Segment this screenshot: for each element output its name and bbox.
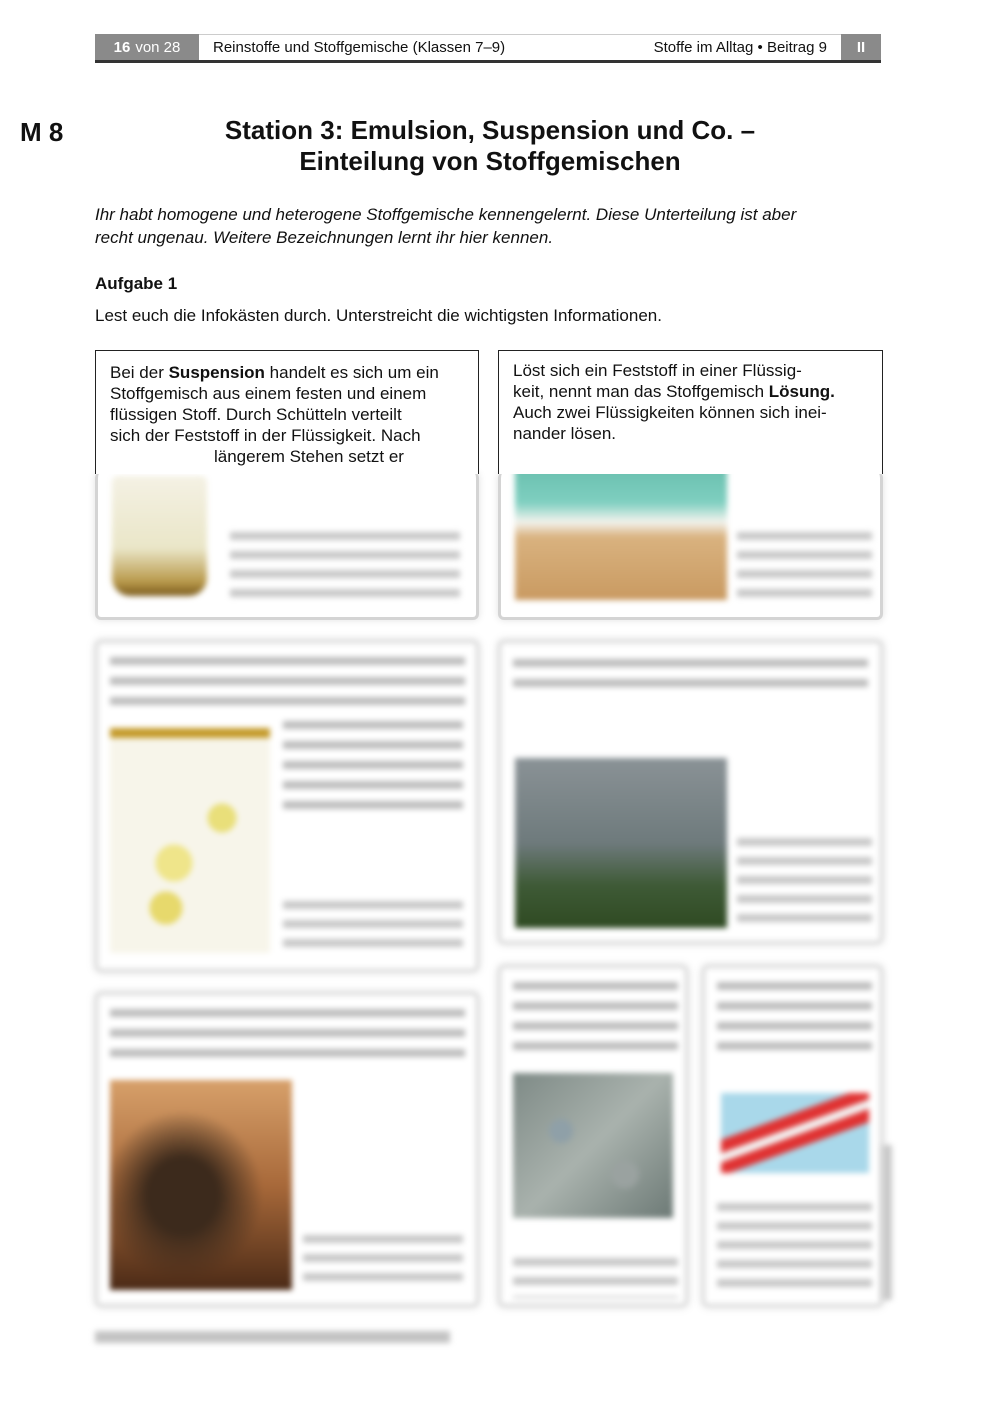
footer-blurred (95, 1331, 450, 1343)
blurred-text (283, 721, 463, 821)
blurred-caption (283, 901, 463, 956)
blurred-text (110, 1009, 465, 1069)
intro-text (95, 203, 895, 249)
blurred-box-gasgemisch (702, 965, 883, 1307)
page-total: von 28 (135, 38, 181, 56)
task-instruction: Lest euch die Infokästen durch. Unterstreicht die wichtigsten Informationen. (95, 306, 662, 325)
smoke-image (110, 1080, 292, 1290)
sand-gravel-image (513, 1073, 673, 1218)
keyword-suspension: Suspension (168, 363, 265, 382)
loesung-line-4: nander lösen. (513, 424, 617, 443)
blurred-text (110, 657, 465, 717)
page-number-badge (95, 34, 199, 60)
info-box-suspension (95, 350, 479, 474)
blurred-box-nebel (498, 640, 883, 944)
blurred-text (717, 982, 872, 1062)
issue-label: Stoffe im Alltag • Beitrag 9 (653, 39, 827, 56)
suspension-line-5: längerem Stehen setzt er (214, 447, 404, 466)
blurred-caption (717, 1203, 872, 1293)
blurred-caption (230, 532, 460, 602)
oil-drops-image (110, 728, 270, 953)
loesung-line-2: keit, nennt man das Stoffgemisch Lösung. (513, 382, 835, 401)
level-badge: II (841, 34, 881, 60)
blurred-caption (303, 1235, 463, 1290)
blurred-caption (737, 838, 872, 928)
header-center (199, 34, 841, 60)
beaker-image (112, 476, 207, 596)
fog-forest-image (515, 758, 727, 928)
blurred-box-suspension-bottom (95, 472, 479, 620)
loesung-line-3: Auch zwei Flüssigkeiten können sich inei- (513, 403, 827, 422)
blurred-content (98, 472, 476, 617)
loesung-line-1: Löst sich ein Feststoff in einer Flüssig- (513, 361, 802, 380)
info-box-loesung (498, 350, 883, 474)
page-number: 16 (113, 38, 131, 56)
suspension-line-3: flüssigen Stoff. Durch Schütteln verteilt (110, 405, 402, 424)
blurred-box-rauch (95, 992, 479, 1307)
intro-line-1: Ihr habt homogene und heterogene Stoffgemische kennengelernt. Diese Unterteilung ist aber (95, 205, 797, 224)
image-credit-vertical (882, 1145, 892, 1300)
blurred-content (501, 472, 880, 617)
series-title: Reinstoffe und Stoffgemische (Klassen 7–9) (213, 39, 506, 56)
blurred-text (513, 982, 678, 1062)
material-label: M 8 (20, 117, 64, 147)
blurred-caption (737, 532, 872, 602)
blurred-text (513, 659, 868, 699)
title-line-1: Station 3: Emulsion, Suspension und Co. – (224, 115, 756, 145)
intro-line-2: recht ungenau. Weitere Bezeichnungen lernt ihr hier kennen. (95, 228, 554, 247)
suspension-line-4: sich der Feststoff in der Flüssigkeit. Nach (110, 426, 421, 445)
title-line-2: Einteilung von Stoffgemischen (299, 146, 681, 176)
suspension-line-1: Bei der Suspension handelt es sich um ein (110, 363, 439, 382)
blurred-box-gemenge (498, 965, 688, 1307)
keyword-loesung: Lösung. (768, 382, 835, 401)
suspension-line-2: Stoffgemisch aus einem festen und einem (110, 384, 427, 403)
page-header (95, 34, 881, 63)
page-title (140, 115, 840, 177)
task-label: Aufgabe 1 (95, 274, 178, 293)
blurred-box-loesung-bottom (498, 472, 883, 620)
blurred-box-emulsion (95, 640, 479, 972)
windsock-image (721, 1093, 869, 1173)
blurred-caption (513, 1258, 678, 1298)
